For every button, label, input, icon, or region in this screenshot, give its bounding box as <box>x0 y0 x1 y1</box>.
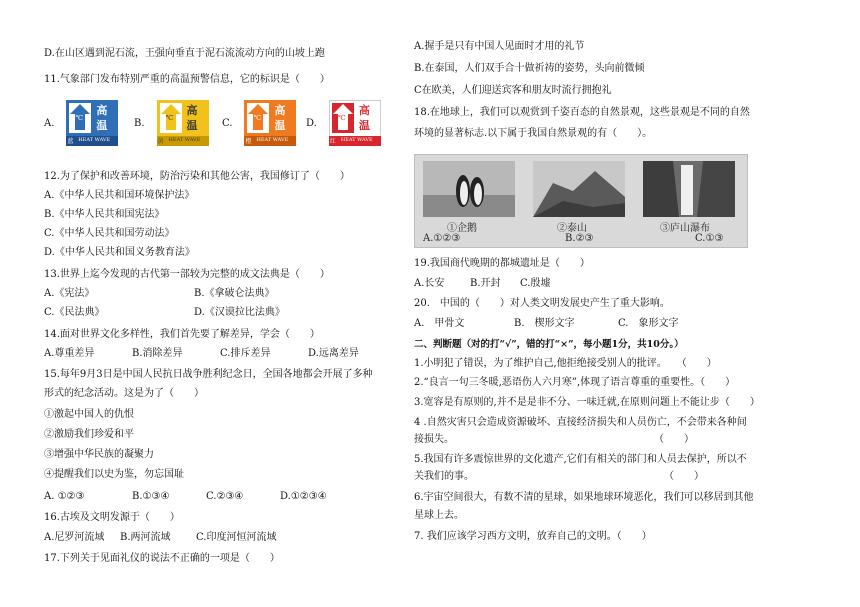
q16-option-c[interactable]: C.印度河恒河流域 <box>196 532 277 543</box>
q13-option-a[interactable]: A.《宪法》 <box>44 288 95 299</box>
q17-option-b[interactable]: B.在泰国，人们双手合十做祈祷的姿势，头向前微倾 <box>414 63 645 74</box>
q18-option-a[interactable]: A.①②③ <box>423 233 461 244</box>
q14-option-a[interactable]: A.尊重差异 <box>44 348 95 359</box>
q19-option-b[interactable]: B.开封 <box>470 278 501 289</box>
lushan-waterfall-photo <box>643 161 735 217</box>
q15-item-1: ①激起中国人的仇恨 <box>44 409 134 420</box>
q11-option-a[interactable]: A. ℃ 高 温 蓝 HEAT WAVE <box>44 100 118 146</box>
q18-photo-panel <box>414 154 748 248</box>
q15-option-b[interactable]: B.①③④ <box>132 491 170 502</box>
q19-option-a[interactable]: A.长安 <box>414 278 445 289</box>
q19-stem: 19.我国商代晚期的都城遗址是（ ） <box>414 258 590 269</box>
judge-item-5-line1: 5.我国有许多震惊世界的文化遗产,它们有相关的部门和人员去保护，所以不 <box>414 454 747 465</box>
q12-option-d[interactable]: D.《中华人民共和国义务教育法》 <box>44 247 195 258</box>
q17-option-a[interactable]: A.握手是只有中国人见面时才用的礼节 <box>414 41 585 52</box>
judge-item-4-line1: 4 .自然灾害只会造成资源破坏、直接经济损失和人员伤亡，不会带来各种间 <box>414 417 747 428</box>
q16-option-b[interactable]: B.两河流域 <box>120 532 171 543</box>
heat-warning-sign-yellow: ℃ 高 温 黄 HEAT WAVE <box>157 100 209 146</box>
heat-warning-sign-orange: ℃ 高 温 橙 HEAT WAVE <box>244 100 296 146</box>
q11-option-d[interactable]: D. ℃ 高 温 红 HEAT WAVE <box>306 100 381 146</box>
heat-warning-sign-blue: ℃ 高 温 蓝 HEAT WAVE <box>66 100 118 146</box>
q11-options <box>44 100 400 152</box>
q14-stem: 14.面对世界文化多样性，我们首先要了解差异，学会（ ） <box>44 329 320 340</box>
photo1-caption: ①企鹅 <box>447 223 477 234</box>
photo3-caption: ③庐山瀑布 <box>660 223 710 234</box>
q15-item-4: ④提醒我们以史为鉴，勿忘国耻 <box>44 469 184 480</box>
q10-option-d: D.在山区遇到泥石流，王强向垂直于泥石流流动方向的山坡上跑 <box>44 48 325 59</box>
q12-option-c[interactable]: C.《中华人民共和国劳动法》 <box>44 228 175 239</box>
q13-option-d[interactable]: D.《汉谟拉比法典》 <box>194 307 285 318</box>
judge-item-4-line2: 接损失。 （ ） <box>414 434 694 445</box>
q15-option-c[interactable]: C.②③④ <box>206 491 244 502</box>
q11-stem: 11.气象部门发布特别严重的高温预警信息，它的标识是（ ） <box>44 74 330 85</box>
q13-option-b[interactable]: B.《拿破仑法典》 <box>194 288 275 299</box>
judge-item-5-line2: 关我们的事。 （ ） <box>414 471 704 482</box>
judge-item-2: 2.“良言一句三冬暖,恶语伤人六月寒”,体现了语言尊重的重要性。（ ） <box>414 377 736 388</box>
judge-item-1: 1.小明犯了错误，为了维护自己,他拒绝接受别人的批评。 （ ） <box>414 358 717 369</box>
q19-option-c[interactable]: C.殷墟 <box>520 278 551 289</box>
q16-option-a[interactable]: A.尼罗河流域 <box>44 532 105 543</box>
q11-option-b[interactable]: B. ℃ 高 温 黄 HEAT WAVE <box>134 100 209 146</box>
judge-item-6-line2: 星球上去。 <box>414 510 464 521</box>
q11-option-c[interactable]: C. ℃ 高 温 橙 HEAT WAVE <box>222 100 296 146</box>
q17-option-c[interactable]: C在欧美，人们迎送宾客和朋友时流行拥抱礼 <box>414 85 612 96</box>
q20-option-a[interactable]: A. 甲骨文 <box>414 318 465 329</box>
heat-warning-sign-red: ℃ 高 温 红 HEAT WAVE <box>329 100 381 146</box>
judge-item-3: 3.宽容是有原则的,并不是是非不分、一味迁就,在原则问题上不能让步（ ） <box>414 397 760 408</box>
q16-stem: 16.古埃及文明发源于（ ） <box>44 512 180 523</box>
q18-option-c[interactable]: C.①③ <box>695 233 724 244</box>
penguin-photo <box>423 161 515 217</box>
photo2-caption: ②泰山 <box>557 223 587 234</box>
section2-heading: 二、判断题（对的打“√”，错的打“×”，每小题1分，共10分。） <box>414 339 684 350</box>
q15-item-2: ②激励我们珍爱和平 <box>44 429 134 440</box>
q15-option-a[interactable]: A. ①②③ <box>44 491 85 502</box>
judge-item-7: 7. 我们应该学习西方文明，放弃自己的文明。（ ） <box>414 531 652 542</box>
q14-option-d[interactable]: D.远离差异 <box>308 348 359 359</box>
q20-stem: 20. 中国的（ ）对人类文明发展史产生了重大影响。 <box>414 298 670 309</box>
q15-stem-line1: 15.每年9月3日是中国人民抗日战争胜利纪念日，全国各地都会开展了多种 <box>44 369 373 380</box>
q15-stem-line2: 形式的纪念活动。这是为了（ ） <box>44 388 204 399</box>
judge-item-6-line1: 6.宇宙空间很大，有数不清的星球，如果地球环境恶化，我们可以移居到其他 <box>414 492 754 503</box>
q18-option-b[interactable]: B.②③ <box>565 233 594 244</box>
q12-option-a[interactable]: A.《中华人民共和国环境保护法》 <box>44 190 195 201</box>
q17-stem: 17.下列关于见面礼仪的说法不正确的一项是（ ） <box>44 553 280 564</box>
q14-option-c[interactable]: C.排斥差异 <box>220 348 271 359</box>
q18-stem-line1: 18.在地球上，我们可以观赏到千姿百态的自然景观，这些景观是不同的自然 <box>414 107 750 118</box>
q18-stem-line2: 环境的显著标志.以下属于我国自然景观的有（ ）。 <box>414 128 653 139</box>
q14-option-b[interactable]: B.消除差异 <box>132 348 183 359</box>
q20-option-b[interactable]: B. 楔形文字 <box>514 318 575 329</box>
q20-option-c[interactable]: C. 象形文字 <box>618 318 679 329</box>
q15-item-3: ③增强中华民族的凝聚力 <box>44 449 154 460</box>
q13-option-c[interactable]: C.《民法典》 <box>44 307 105 318</box>
taishan-photo <box>533 161 625 217</box>
q15-option-d[interactable]: D.①②③④ <box>280 491 327 502</box>
q13-stem: 13.世界上迄今发现的古代第一部较为完整的成文法典是（ ） <box>44 269 330 280</box>
q12-option-b[interactable]: B.《中华人民共和国宪法》 <box>44 209 165 220</box>
q12-stem: 12.为了保护和改善环境，防治污染和其他公害，我国修订了（ ） <box>44 171 350 182</box>
